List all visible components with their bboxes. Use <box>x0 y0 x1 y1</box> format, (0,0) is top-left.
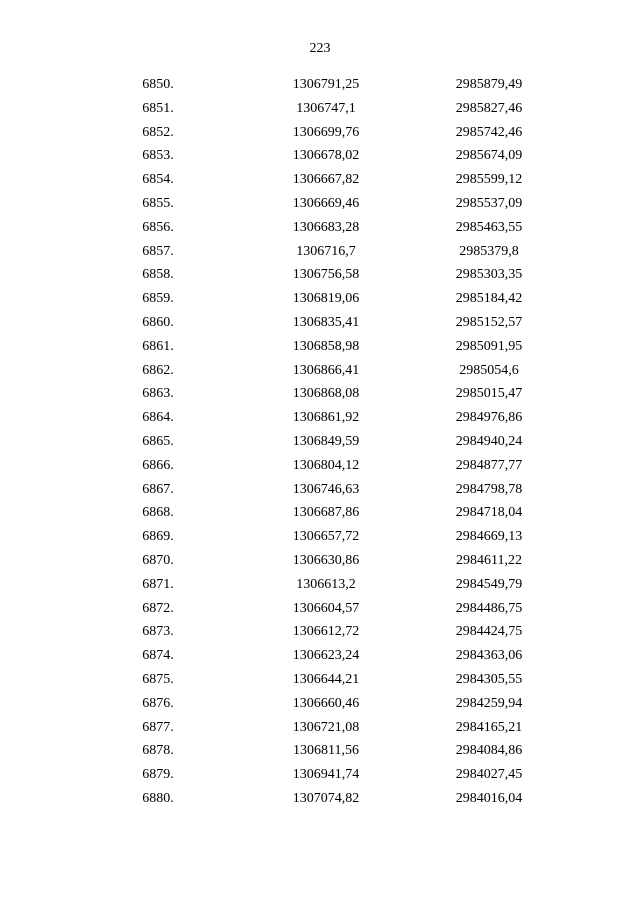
point-number: 6865. <box>142 433 174 449</box>
table-row <box>0 266 640 290</box>
table-row <box>0 338 640 362</box>
point-number: 6875. <box>142 671 174 687</box>
coordinate-x: 1306687,86 <box>292 505 360 521</box>
coordinate-x: 1306644,21 <box>292 671 360 687</box>
point-number: 6870. <box>142 552 174 568</box>
coordinate-x: 1306811,56 <box>293 743 359 759</box>
coordinates-table <box>0 76 640 814</box>
point-number: 6871. <box>142 576 174 592</box>
coordinate-x: 1306849,59 <box>292 433 360 449</box>
point-number: 6872. <box>142 600 174 616</box>
point-number: 6879. <box>142 767 174 783</box>
coordinate-y: 2984424,75 <box>455 624 523 640</box>
coordinate-y: 2984669,13 <box>455 529 523 545</box>
coordinate-y: 2984611,22 <box>456 552 522 568</box>
point-number: 6858. <box>142 267 174 283</box>
point-number: 6869. <box>142 529 174 545</box>
table-row <box>0 742 640 766</box>
coordinate-y: 2985742,46 <box>455 124 523 140</box>
coordinate-x: 1306756,58 <box>292 267 360 283</box>
coordinate-x: 1306604,57 <box>292 600 360 616</box>
point-number: 6866. <box>142 457 174 473</box>
coordinate-x: 1306746,63 <box>292 481 360 497</box>
point-number: 6863. <box>142 386 174 402</box>
coordinate-y: 2985599,12 <box>455 172 523 188</box>
coordinate-y: 2985091,95 <box>455 338 523 354</box>
coordinate-x: 1306612,72 <box>292 624 360 640</box>
coordinate-x: 1307074,82 <box>292 790 360 806</box>
table-row <box>0 124 640 148</box>
coordinate-y: 2984363,06 <box>455 648 523 664</box>
coordinate-y: 2985879,49 <box>455 77 523 92</box>
table-row <box>0 647 640 671</box>
point-number: 6854. <box>142 172 174 188</box>
coordinate-y: 2985463,55 <box>455 219 523 235</box>
coordinate-y: 2984165,21 <box>455 719 523 735</box>
coordinate-y: 2984259,94 <box>455 695 523 711</box>
coordinate-y: 2985054,6 <box>459 362 519 378</box>
table-row <box>0 362 640 386</box>
point-number: 6861. <box>142 338 174 354</box>
table-row <box>0 766 640 790</box>
table-row <box>0 457 640 481</box>
table-row <box>0 100 640 124</box>
coordinate-y: 2984549,79 <box>455 576 523 592</box>
coordinate-y: 2984305,55 <box>455 671 523 687</box>
point-number: 6874. <box>142 648 174 664</box>
coordinate-y: 2985827,46 <box>455 100 523 116</box>
coordinate-x: 1306804,12 <box>292 457 360 473</box>
coordinate-y: 2984718,04 <box>455 505 523 521</box>
point-number: 6859. <box>142 291 174 307</box>
table-row <box>0 552 640 576</box>
table-row <box>0 481 640 505</box>
coordinate-x: 1306667,82 <box>292 172 360 188</box>
coordinate-y: 2984976,86 <box>455 410 523 426</box>
coordinate-x: 1306858,98 <box>292 338 360 354</box>
coordinate-x: 1306868,08 <box>292 386 360 402</box>
coordinate-x: 1306791,25 <box>292 77 360 92</box>
coordinate-y: 2984940,24 <box>455 433 523 449</box>
point-number: 6860. <box>142 314 174 330</box>
table-row <box>0 576 640 600</box>
coordinate-y: 2985303,35 <box>455 267 523 283</box>
page-number: 223 <box>309 41 331 56</box>
coordinate-y: 2985379,8 <box>459 243 519 259</box>
coordinate-y: 2984027,45 <box>455 767 523 783</box>
coordinate-x: 1306613,2 <box>296 576 356 592</box>
coordinate-x: 1306683,28 <box>292 219 360 235</box>
table-row <box>0 314 640 338</box>
table-row <box>0 195 640 219</box>
point-number: 6876. <box>142 695 174 711</box>
table-row <box>0 623 640 647</box>
coordinate-x: 1306721,08 <box>292 719 360 735</box>
table-row <box>0 600 640 624</box>
table-row <box>0 671 640 695</box>
coordinate-x: 1306699,76 <box>292 124 360 140</box>
point-number: 6862. <box>142 362 174 378</box>
coordinate-x: 1306835,41 <box>292 314 360 330</box>
coordinate-x: 1306866,41 <box>292 362 360 378</box>
table-row <box>0 433 640 457</box>
coordinate-y: 2984016,04 <box>455 790 523 806</box>
coordinate-y: 2985674,09 <box>455 148 523 164</box>
coordinate-y: 2985184,42 <box>455 291 523 307</box>
coordinate-y: 2984486,75 <box>455 600 523 616</box>
coordinate-y: 2985015,47 <box>455 386 523 402</box>
table-row <box>0 76 640 100</box>
coordinate-x: 1306669,46 <box>292 195 360 211</box>
point-number: 6853. <box>142 148 174 164</box>
table-row <box>0 504 640 528</box>
table-row <box>0 790 640 814</box>
coordinate-x: 1306657,72 <box>292 529 360 545</box>
coordinate-y: 2985152,57 <box>455 314 523 330</box>
point-number: 6878. <box>142 743 174 759</box>
point-number: 6880. <box>142 790 174 806</box>
coordinate-x: 1306861,92 <box>292 410 360 426</box>
coordinate-y: 2984084,86 <box>455 743 523 759</box>
coordinate-x: 1306747,1 <box>296 100 356 116</box>
table-row <box>0 528 640 552</box>
coordinate-y: 2985537,09 <box>455 195 523 211</box>
coordinate-y: 2984798,78 <box>455 481 523 497</box>
coordinate-x: 1306716,7 <box>296 243 356 259</box>
point-number: 6855. <box>142 195 174 211</box>
point-number: 6850. <box>142 77 174 92</box>
table-row <box>0 695 640 719</box>
point-number: 6868. <box>142 505 174 521</box>
table-row <box>0 719 640 743</box>
point-number: 6867. <box>142 481 174 497</box>
coordinate-x: 1306623,24 <box>292 648 360 664</box>
table-row <box>0 243 640 267</box>
point-number: 6877. <box>142 719 174 735</box>
table-row <box>0 409 640 433</box>
table-row <box>0 147 640 171</box>
table-row <box>0 290 640 314</box>
point-number: 6857. <box>142 243 174 259</box>
table-row <box>0 385 640 409</box>
point-number: 6851. <box>142 100 174 116</box>
table-row <box>0 171 640 195</box>
coordinate-x: 1306941,74 <box>292 767 360 783</box>
coordinate-x: 1306819,06 <box>292 291 360 307</box>
point-number: 6864. <box>142 410 174 426</box>
point-number: 6856. <box>142 219 174 235</box>
coordinate-y: 2984877,77 <box>455 457 523 473</box>
coordinate-x: 1306630,86 <box>292 552 360 568</box>
coordinate-x: 1306660,46 <box>292 695 360 711</box>
point-number: 6873. <box>142 624 174 640</box>
coordinate-x: 1306678,02 <box>292 148 360 164</box>
point-number: 6852. <box>142 124 174 140</box>
table-row <box>0 219 640 243</box>
